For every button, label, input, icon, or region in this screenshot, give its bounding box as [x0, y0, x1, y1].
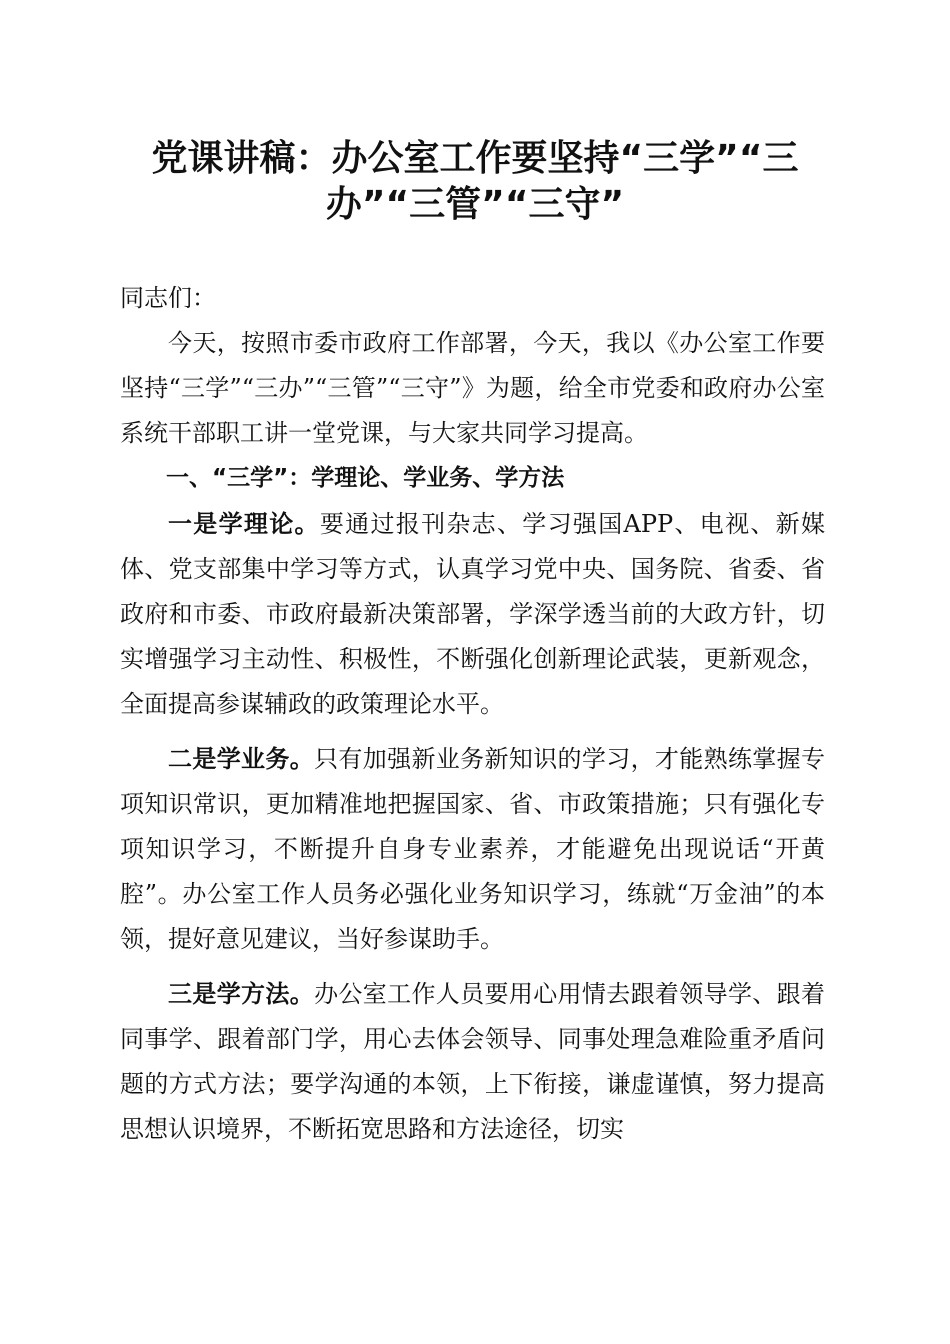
title-line-2: 办”“三管”“三守”: [325, 184, 625, 225]
paragraph-text: 只有加强新业务新知识的学习，才能熟练掌握专项知识常识，更加精准地把握国家、省、市政策措施；只有强化专项知识学习，不断提升自身专业素养，才能避免出现说话“开黄腔”。办公室工作人员务必强化业务知识学习，练就“万金油”的本领，提好意见建议，当好参谋助手。: [120, 745, 825, 953]
paragraph-lead: 一是学理论。: [168, 509, 320, 538]
paragraph-study-method: [120, 971, 825, 1152]
salutation: 同志们：: [120, 284, 216, 312]
paragraph-lead: 三是学方法。: [168, 979, 315, 1008]
paragraph-study-theory: [120, 501, 825, 727]
paragraph-text: 办公室工作人员要用心用情去跟着领导学、跟着同事学、跟着部门学，用心去体会领导、同事处理急难险重矛盾问题的方式方法；要学沟通的本领，上下衔接，谦虚谨慎，努力提高思想认识境界，不断拓宽思路和方法途径，切实: [120, 980, 825, 1143]
paragraph-text: 要通过报刊杂志、学习强国APP、电视、新媒体、党支部集中学习等方式，认真学习党中央、国务院、省委、省政府和市委、市政府最新决策部署，学深学透当前的大政方针，切实增强学习主动性、积极性，不断强化创新理论武装，更新观念，全面提高参谋辅政的政策理论水平。: [120, 510, 825, 718]
paragraph-lead: 二是学业务。: [168, 744, 315, 773]
document-title: [120, 136, 830, 228]
paragraph-study-business: [120, 736, 825, 962]
section-1-heading: 一、“三学”：学理论、学业务、学方法: [166, 465, 565, 491]
title-line-1: 党课讲稿：办公室工作要坚持“三学”“三: [151, 138, 799, 179]
document-body: [120, 276, 825, 1152]
intro-paragraph: 今天，按照市委市政府工作部署，今天，我以《办公室工作要坚持“三学”“三办”“三管”“三守”》为题，给全市党委和政府办公室系统干部职工讲一堂党课，与大家共同学习提高。: [120, 329, 825, 447]
